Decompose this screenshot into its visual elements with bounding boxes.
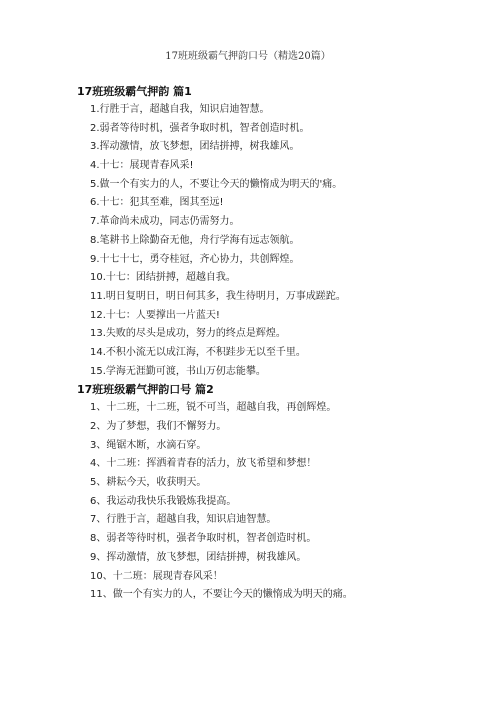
slogan-line: 5、耕耘今天，收获明天。 bbox=[90, 477, 207, 489]
slogan-line: 6、我运动我快乐我锻炼我提高。 bbox=[90, 495, 237, 507]
slogan-line: 14.不积小流无以成江海，不积跬步无以至千里。 bbox=[90, 346, 306, 358]
slogan-line: 4.十七：展现青春风采! bbox=[90, 160, 194, 172]
slogan-line: 15.学海无涯勤可渡，书山万仞志能攀。 bbox=[90, 365, 266, 377]
slogan-line: 1.行胜于言，超越自我，知识启迪智慧。 bbox=[90, 104, 270, 115]
slogan-line: 13.失败的尽头是成功，努力的终点是辉煌。 bbox=[90, 328, 286, 340]
slogan-line: 10.十七：团结拼搏，超越自我。 bbox=[90, 272, 236, 284]
slogan-line: 8.笔耕书上除勤奋无他，舟行学海有远志领航。 bbox=[90, 234, 300, 246]
slogan-line: 8、弱者等待时机，强者争取时机，智者创造时机。 bbox=[90, 533, 317, 545]
slogan-line: 3、绳锯木断，水滴石穿。 bbox=[90, 439, 207, 451]
section-2 bbox=[77, 381, 477, 605]
document-title: 17班班级霸气押韵口号（精选20篇） bbox=[165, 51, 331, 62]
section-heading: 17班班级霸气押韵口号 篇2 bbox=[77, 383, 214, 397]
slogan-line: 7、行胜于言，超越自我，知识启迪智慧。 bbox=[90, 514, 277, 526]
slogan-line: 11.明日复明日，明日何其多，我生待明月，万事成蹉跎。 bbox=[90, 290, 346, 302]
slogan-line: 4、十二班：挥洒着青春的活力，放飞希望和梦想！ bbox=[90, 458, 317, 470]
slogan-line: 10、十二班：展现青春风采！ bbox=[90, 570, 223, 582]
slogan-line: 2、为了梦想，我们不懈努力。 bbox=[90, 421, 227, 432]
slogan-line: 9.十七十七，勇夺桂冠，齐心协力，共创辉煌。 bbox=[90, 253, 300, 265]
slogan-line: 5.做一个有实力的人，不要让今天的懒惰成为明天的'痛。 bbox=[90, 178, 343, 190]
slogan-line: 2.弱者等待时机，强者争取时机，智者创造时机。 bbox=[90, 122, 310, 134]
slogan-line: 11、做一个有实力的人，不要让今天的懒惰成为明天的痛。 bbox=[90, 589, 353, 601]
slogan-line: 9、挥动激情，放飞梦想，团结拼搏，树我雄风。 bbox=[90, 551, 307, 563]
slogan-line: 12.十七：人要撑出一片蓝天! bbox=[90, 309, 220, 321]
section-heading: 17班班级霸气押韵 篇1 bbox=[77, 85, 192, 98]
slogan-line: 1、十二班，十二班，锐不可当，超越自我，再创辉煌。 bbox=[90, 402, 337, 414]
slogan-line: 3.挥动激情，放飞梦想，团结拼搏，树我雄风。 bbox=[90, 141, 300, 153]
slogan-line: 7.革命尚未成功，同志仍需努力。 bbox=[90, 216, 240, 228]
section-1 bbox=[77, 83, 477, 381]
document-body bbox=[77, 83, 477, 605]
slogan-line: 6.十七：犯其至难，图其至远! bbox=[90, 197, 224, 209]
